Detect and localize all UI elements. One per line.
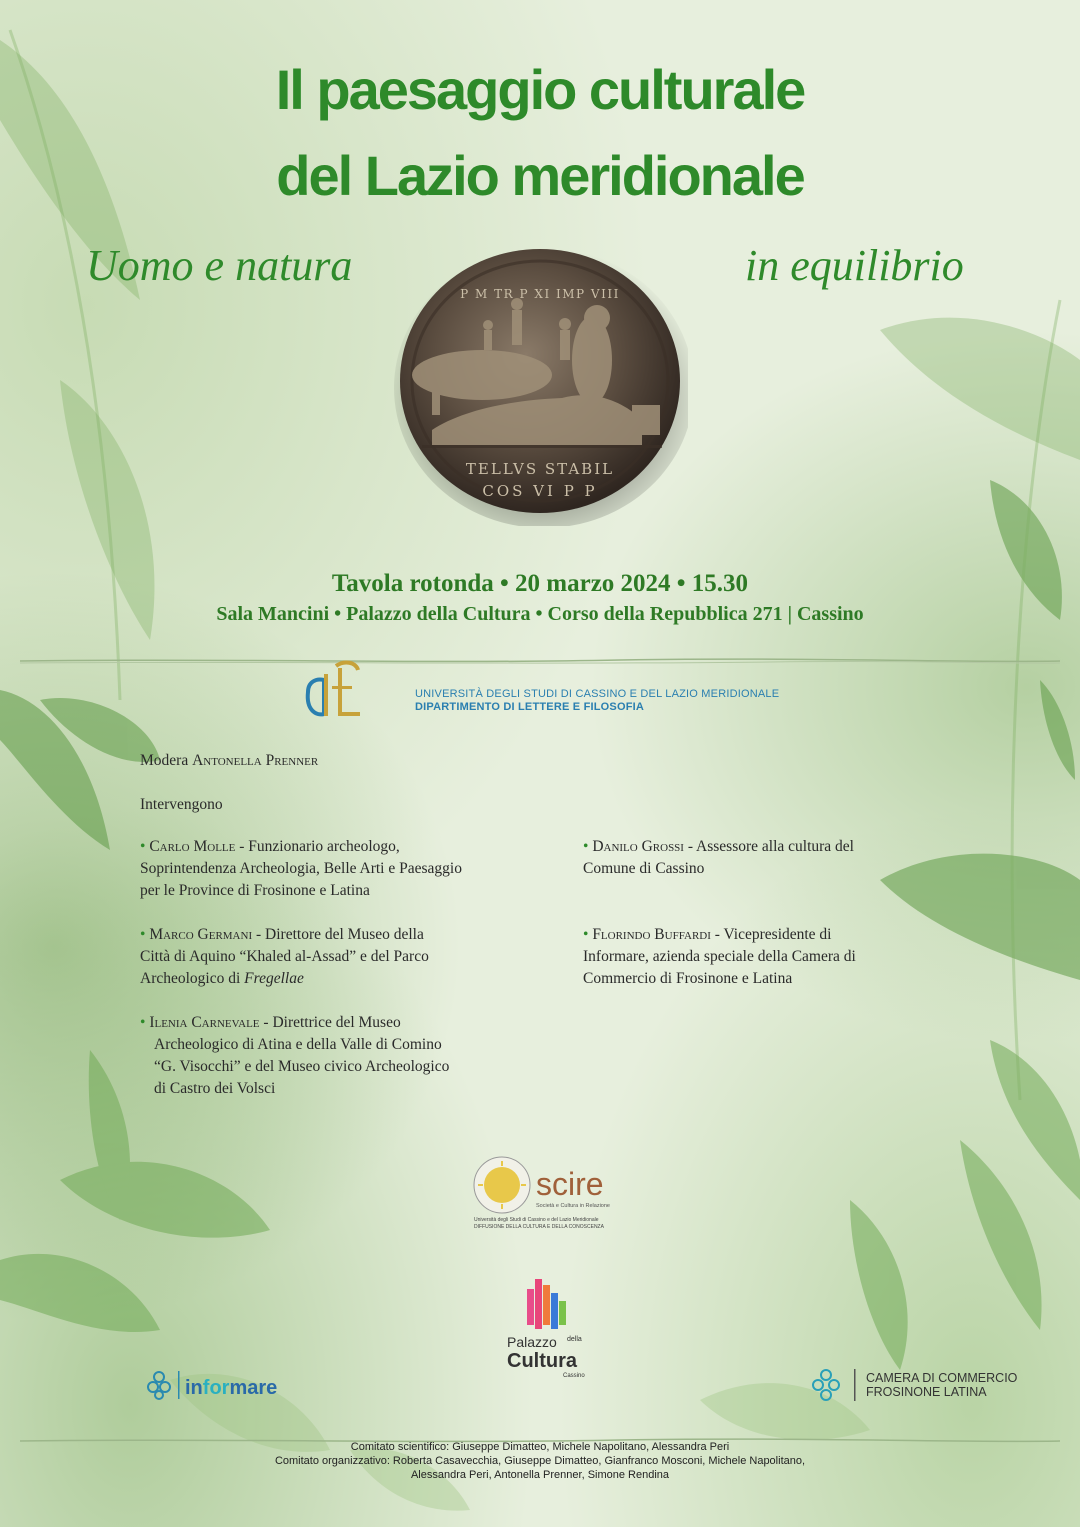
svg-text:della: della xyxy=(567,1336,582,1343)
camera-commercio-name: CAMERA DI COMMERCIO FROSINONE LATINA xyxy=(866,1371,1018,1399)
scire-logo xyxy=(470,1155,610,1231)
speaker-florindo-buffardi: • Florindo Buffardi - Vicepresidente di Informare, azienda speciale della Camera di Commercio di Frosinone e Latina xyxy=(583,926,856,987)
speaker-ilenia-carnevale: • Ilenia Carnevale - Direttrice del Museo Archeologico di Atina e della Valle di Comino “G. Visocchi” e del Museo civico Archeologico di Castro dei Volsci xyxy=(140,1014,450,1097)
palazzo-della-cultura-logo xyxy=(505,1275,595,1385)
speaker-carlo-molle: • Carlo Molle - Funzionario archeologo, Soprintendenza Archeologia, Belle Arti e Paesaggio per le Province di Frosinone e Latina xyxy=(140,838,462,899)
speaker-marco-germani: • Marco Germani - Direttore del Museo della Città di Aquino “Khaled al-Assad” e del Parco Archeologico di Fregellae xyxy=(140,926,429,987)
svg-text:Cultura: Cultura xyxy=(507,1350,577,1372)
coin-inscription-top: P M TR P XI IMP VIII xyxy=(460,287,620,301)
university-name: UNIVERSITÀ DEGLI STUDI DI CASSINO E DEL LAZIO MERIDIONALE xyxy=(415,688,780,700)
poster-title-line-2: del Lazio meridionale xyxy=(276,144,804,207)
moderator-label: Modera xyxy=(140,752,189,769)
department-name: DIPARTIMENTO DI LETTERE E FILOSOFIA xyxy=(415,701,645,713)
footer-scientific-committee: Comitato scientifico: Giuseppe Dimatteo, Michele Napolitano, Alessandra Peri xyxy=(350,1441,730,1453)
roman-coin-image xyxy=(392,240,688,526)
footer-organizing-committee-1: Comitato organizzativo: Roberta Casavecchia, Giuseppe Dimatteo, Gianfranco Mosconi, Michele Napolitano, xyxy=(274,1455,806,1467)
moderator-name: Antonella Prenner xyxy=(192,752,319,769)
svg-text:Palazzo: Palazzo xyxy=(507,1334,557,1350)
scire-wordmark: scire xyxy=(536,1166,604,1202)
moderator-line xyxy=(140,750,318,772)
subtitle-right: in equilibrio xyxy=(745,241,964,290)
divider-line xyxy=(20,656,1060,666)
footer-organizing-committee-2: Alessandra Peri, Antonella Prenner, Simone Rendina xyxy=(410,1469,670,1481)
svg-text:DIFFUSIONE DELLA CULTURA E DEL: DIFFUSIONE DELLA CULTURA E DELLA CONOSCENZA xyxy=(474,1224,604,1230)
speaker-name: Marco Germani xyxy=(149,926,253,943)
speaker-name: Carlo Molle xyxy=(149,838,236,855)
subtitle-left: Uomo e natura xyxy=(86,241,353,290)
svg-text:Società e Cultura in Relazione: Società e Cultura in Relazione xyxy=(536,1203,610,1209)
speaker-name: Ilenia Carnevale xyxy=(149,1014,260,1031)
svg-text:Cassino: Cassino xyxy=(563,1373,585,1379)
speaker-name: Florindo Buffardi xyxy=(592,926,711,943)
coin-inscription-bottom-1: TELLVS STABIL xyxy=(465,460,615,478)
camera-commercio-emblem xyxy=(808,1365,858,1405)
event-location: Sala Mancini • Palazzo della Cultura • Corso della Repubblica 271 | Cassino xyxy=(216,603,864,625)
informare-logo xyxy=(145,1365,315,1405)
speakers-heading: Intervengono xyxy=(140,796,223,813)
speaker-danilo-grossi: • Danilo Grossi - Assessore alla cultura del Comune di Cassino xyxy=(583,838,854,877)
university-dlf-logo xyxy=(298,656,368,720)
event-date-time: Tavola rotonda • 20 marzo 2024 • 15.30 xyxy=(331,570,749,597)
svg-text:Università degli Studi di Cass: Università degli Studi di Cassino e del Lazio Meridionale xyxy=(474,1217,599,1223)
svg-text:informare: informare xyxy=(185,1377,278,1399)
coin-inscription-bottom-2: COS VI P P xyxy=(482,482,598,500)
speaker-name: Danilo Grossi xyxy=(592,838,684,855)
poster-title-line-1: Il paesaggio culturale xyxy=(275,58,805,121)
